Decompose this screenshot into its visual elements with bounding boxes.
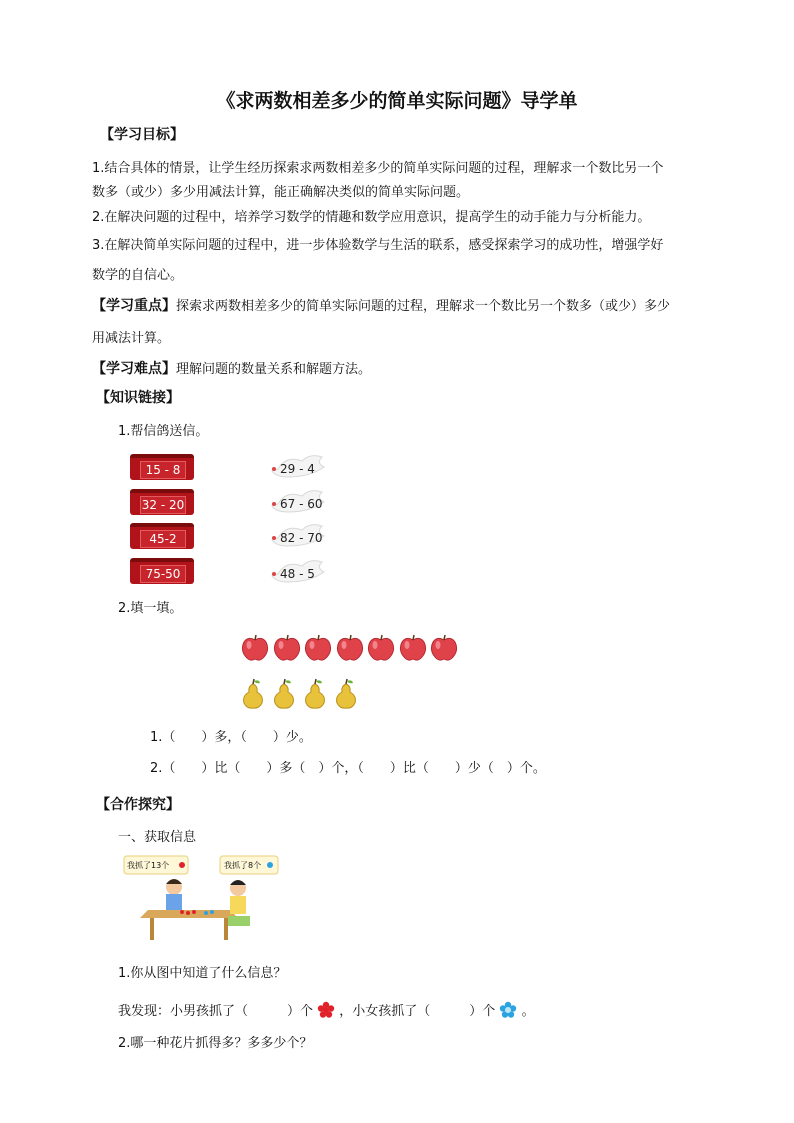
pear-icon [302, 678, 328, 710]
mailbox-expression: 32 - 20 [141, 498, 185, 512]
mailbox-expression: 45-2 [140, 530, 186, 548]
goal-3-line-b: 数学的自信心。 [92, 268, 184, 283]
goal-1-line-a: 1.结合具体的情景，让学生经历探索求两数相差多少的简单实际问题的过程，理解求一个数比另一个 [92, 161, 664, 176]
mailbox-expression: 15 - 8 [140, 461, 186, 479]
fill-blank-1: 1.（ ）多，（ ）少。 [150, 730, 312, 745]
knowledge-q2: 2.填一填。 [118, 601, 183, 616]
explore-q1: 1.你从图中知道了什么信息？ [118, 966, 287, 981]
dove [266, 558, 332, 588]
difficulty [92, 358, 371, 378]
mailbox [130, 558, 194, 584]
mailbox [130, 523, 194, 549]
blue-flower-icon [499, 1001, 517, 1019]
dove [266, 522, 332, 552]
pear-icon [240, 678, 266, 710]
difficulty-text: 理解问题的数量关系和解题方法。 [176, 362, 372, 377]
fill-blank-2: 2.（ ）比（ ）多（ ）个，（ ）比（ ）少（ ）个。 [150, 761, 546, 776]
mailbox-expression: 75-50 [140, 565, 186, 583]
key-points-text-a: 探索求两数相差多少的简单实际问题的过程，理解求一个数比另一个数多（或少）多少 [176, 299, 671, 314]
explore-step-1: 一、获取信息 [118, 830, 197, 845]
explore-q2: 2.哪一种花片抓得多？多多少个？ [118, 1036, 313, 1051]
key-points-header: 【学习重点】 [92, 298, 176, 314]
goal-2: 2.在解决问题的过程中，培养学习数学的情趣和数学应用意识，提高学生的动手能力与分析能力。 [92, 210, 651, 225]
apple-icon [240, 634, 270, 662]
kids-illustration [120, 854, 290, 944]
key-points-text-b: 用减法计算。 [92, 331, 171, 346]
dove-expression: 29 - 4 [280, 462, 315, 476]
apple-icon [398, 634, 428, 662]
mailbox [130, 454, 194, 480]
goals-header: 【学习目标】 [100, 127, 184, 143]
difficulty-header: 【学习难点】 [92, 361, 176, 377]
apple-icon [429, 634, 459, 662]
explore-found [118, 1000, 535, 1019]
explore-header: 【合作探究】 [96, 797, 180, 813]
pear-icon [271, 678, 297, 710]
pear-icon [333, 678, 359, 710]
goal-3-line-a: 3.在解决简单实际问题的过程中，进一步体验数学与生活的联系，感受探索学习的成功性，增强学好 [92, 238, 664, 253]
boy-speech-bubble: 我抓了13个 [127, 861, 170, 870]
girl-speech-bubble: 我抓了8个 [224, 861, 262, 870]
found-text-a: 我发现：小男孩抓了（ ）个 [118, 1004, 314, 1019]
apple-icon [335, 634, 365, 662]
page-title: 《求两数相差多少的简单实际问题》导学单 [216, 90, 578, 112]
dove [266, 488, 332, 518]
dove-expression: 48 - 5 [280, 567, 315, 581]
knowledge-q1: 1.帮信鸽送信。 [118, 424, 209, 439]
apple-icon [366, 634, 396, 662]
apple-icon [303, 634, 333, 662]
dove-expression: 67 - 60 [280, 497, 323, 511]
dove [266, 453, 332, 483]
goal-1-line-b: 数多（或少）多少用减法计算，能正确解决类似的简单实际问题。 [92, 185, 470, 200]
key-points [92, 295, 670, 315]
dove-expression: 82 - 70 [280, 531, 323, 545]
apple-icon [272, 634, 302, 662]
red-flower-icon [317, 1001, 335, 1019]
found-text-c: 。 [521, 1004, 535, 1019]
found-text-b: ，小女孩抓了（ ）个 [339, 1004, 496, 1019]
knowledge-header: 【知识链接】 [96, 390, 180, 406]
mailbox [130, 489, 194, 515]
